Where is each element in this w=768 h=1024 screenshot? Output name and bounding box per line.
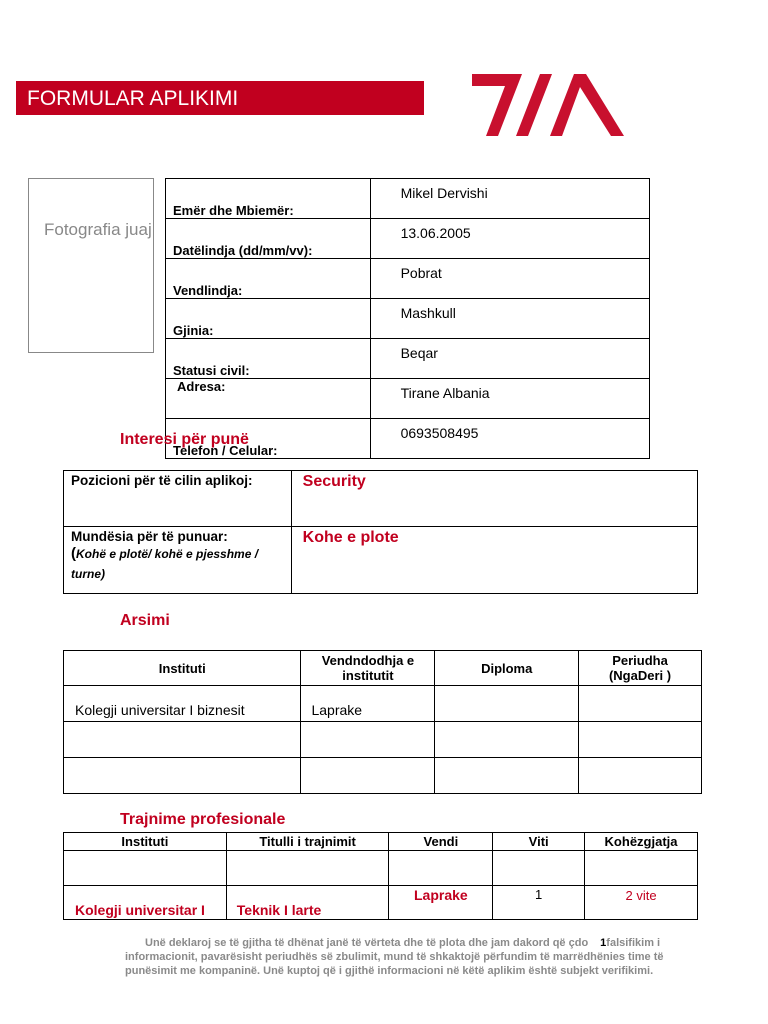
- gender-value[interactable]: Mashkull: [370, 299, 649, 339]
- photo-placeholder: Fotografia juaj: [44, 220, 152, 239]
- table-row: [64, 686, 702, 722]
- column-header: Titulli i trajnimit: [226, 833, 389, 851]
- table-row: [64, 722, 702, 758]
- table-cell[interactable]: Kolegji universitar I: [64, 886, 227, 920]
- position-value[interactable]: Security: [291, 471, 697, 527]
- field-label: Telefon / Celular:: [166, 419, 371, 459]
- declaration-end: falsifikim i informacionit, pavarësisht periudhës së zbulimit, mund të shkaktojë përfundim të marrëdhënies time të punësimit me kompaninë. Unë kuptoj që i gjithë informacioni në këtë aplikim është subjekt verifikimi.: [125, 937, 664, 977]
- field-label: Adresa:: [166, 379, 371, 419]
- availability-cell: [64, 527, 292, 594]
- birthplace-value[interactable]: Pobrat: [370, 259, 649, 299]
- table-row: [64, 527, 698, 594]
- table-cell[interactable]: [579, 758, 702, 794]
- name-value[interactable]: Mikel Dervishi: [370, 179, 649, 219]
- table-cell[interactable]: Laprake: [301, 686, 435, 722]
- table-row: [166, 379, 650, 419]
- table-row: [64, 471, 698, 527]
- personal-info-table: [165, 178, 650, 459]
- table-row: [166, 299, 650, 339]
- section-heading-training: Trajnime profesionale: [120, 811, 286, 828]
- declaration-text: [125, 936, 695, 978]
- section-heading-education: Arsimi: [120, 612, 170, 629]
- table-cell[interactable]: [389, 851, 493, 886]
- table-cell[interactable]: [226, 851, 389, 886]
- table-cell[interactable]: [64, 722, 301, 758]
- education-table: [63, 650, 702, 794]
- availability-label: Mundësia për të punuar:: [71, 529, 228, 544]
- table-cell[interactable]: 1: [493, 886, 585, 920]
- field-label: Gjinia:: [166, 299, 371, 339]
- column-header: Viti: [493, 833, 585, 851]
- field-label: Emër dhe Mbiemër:: [166, 179, 371, 219]
- table-cell[interactable]: [579, 722, 702, 758]
- table-cell[interactable]: [64, 851, 227, 886]
- table-row: [166, 339, 650, 379]
- table-cell[interactable]: [301, 758, 435, 794]
- field-label: Vendlindja:: [166, 259, 371, 299]
- table-cell[interactable]: [435, 722, 579, 758]
- address-value[interactable]: Tirane Albania: [370, 379, 649, 419]
- birthdate-value[interactable]: 13.06.2005: [370, 219, 649, 259]
- table-row: [64, 851, 698, 886]
- column-header: Kohëzgjatja: [585, 833, 698, 851]
- column-header: Instituti: [64, 651, 301, 686]
- availability-value[interactable]: Kohe e plote: [291, 527, 697, 594]
- table-cell[interactable]: [493, 851, 585, 886]
- table-header-row: [64, 833, 698, 851]
- footnote-mark: 1: [600, 937, 607, 949]
- table-cell[interactable]: Teknik I larte: [226, 886, 389, 920]
- column-header: Diploma: [435, 651, 579, 686]
- table-cell[interactable]: [64, 758, 301, 794]
- column-header: Vendndodhja e institutit: [301, 651, 435, 686]
- tia-logo-icon: [470, 70, 626, 140]
- table-cell[interactable]: Kolegji universitar I biznesit: [64, 686, 301, 722]
- interest-table: [63, 470, 698, 594]
- phone-value[interactable]: 0693508495: [370, 419, 649, 459]
- field-label: Statusi civil:: [166, 339, 371, 379]
- page-title: FORMULAR APLIKIMI: [27, 87, 239, 110]
- photo-box[interactable]: [28, 178, 154, 353]
- table-cell[interactable]: [435, 758, 579, 794]
- availability-paren: (: [71, 545, 76, 562]
- table-cell[interactable]: 2 vite: [585, 886, 698, 920]
- table-cell[interactable]: [435, 686, 579, 722]
- table-header-row: [64, 651, 702, 686]
- column-header: Periudha (NgaDeri ): [579, 651, 702, 686]
- table-row: [64, 758, 702, 794]
- table-cell[interactable]: [585, 851, 698, 886]
- table-cell[interactable]: [579, 686, 702, 722]
- position-label: Pozicioni për të cilin aplikoj:: [64, 471, 292, 527]
- training-table: [63, 832, 698, 920]
- table-row: [64, 886, 698, 920]
- table-cell[interactable]: Laprake: [389, 886, 493, 920]
- table-row: [166, 179, 650, 219]
- field-label: Datëlindja (dd/mm/vv):: [166, 219, 371, 259]
- table-row: [166, 219, 650, 259]
- table-row: [166, 259, 650, 299]
- column-header: Instituti: [64, 833, 227, 851]
- section-heading-interest: Interesi për punë: [120, 431, 249, 448]
- declaration-start: Unë deklaroj se të gjitha të dhënat janë të vërteta dhe të plota dhe jam dakord që çdo: [145, 937, 589, 949]
- availability-hint-block: [71, 544, 291, 584]
- availability-hint: Kohë e plotë/ kohë e pjesshme / turne): [71, 547, 259, 581]
- table-cell[interactable]: [301, 722, 435, 758]
- column-header: Vendi: [389, 833, 493, 851]
- civil-status-value[interactable]: Beqar: [370, 339, 649, 379]
